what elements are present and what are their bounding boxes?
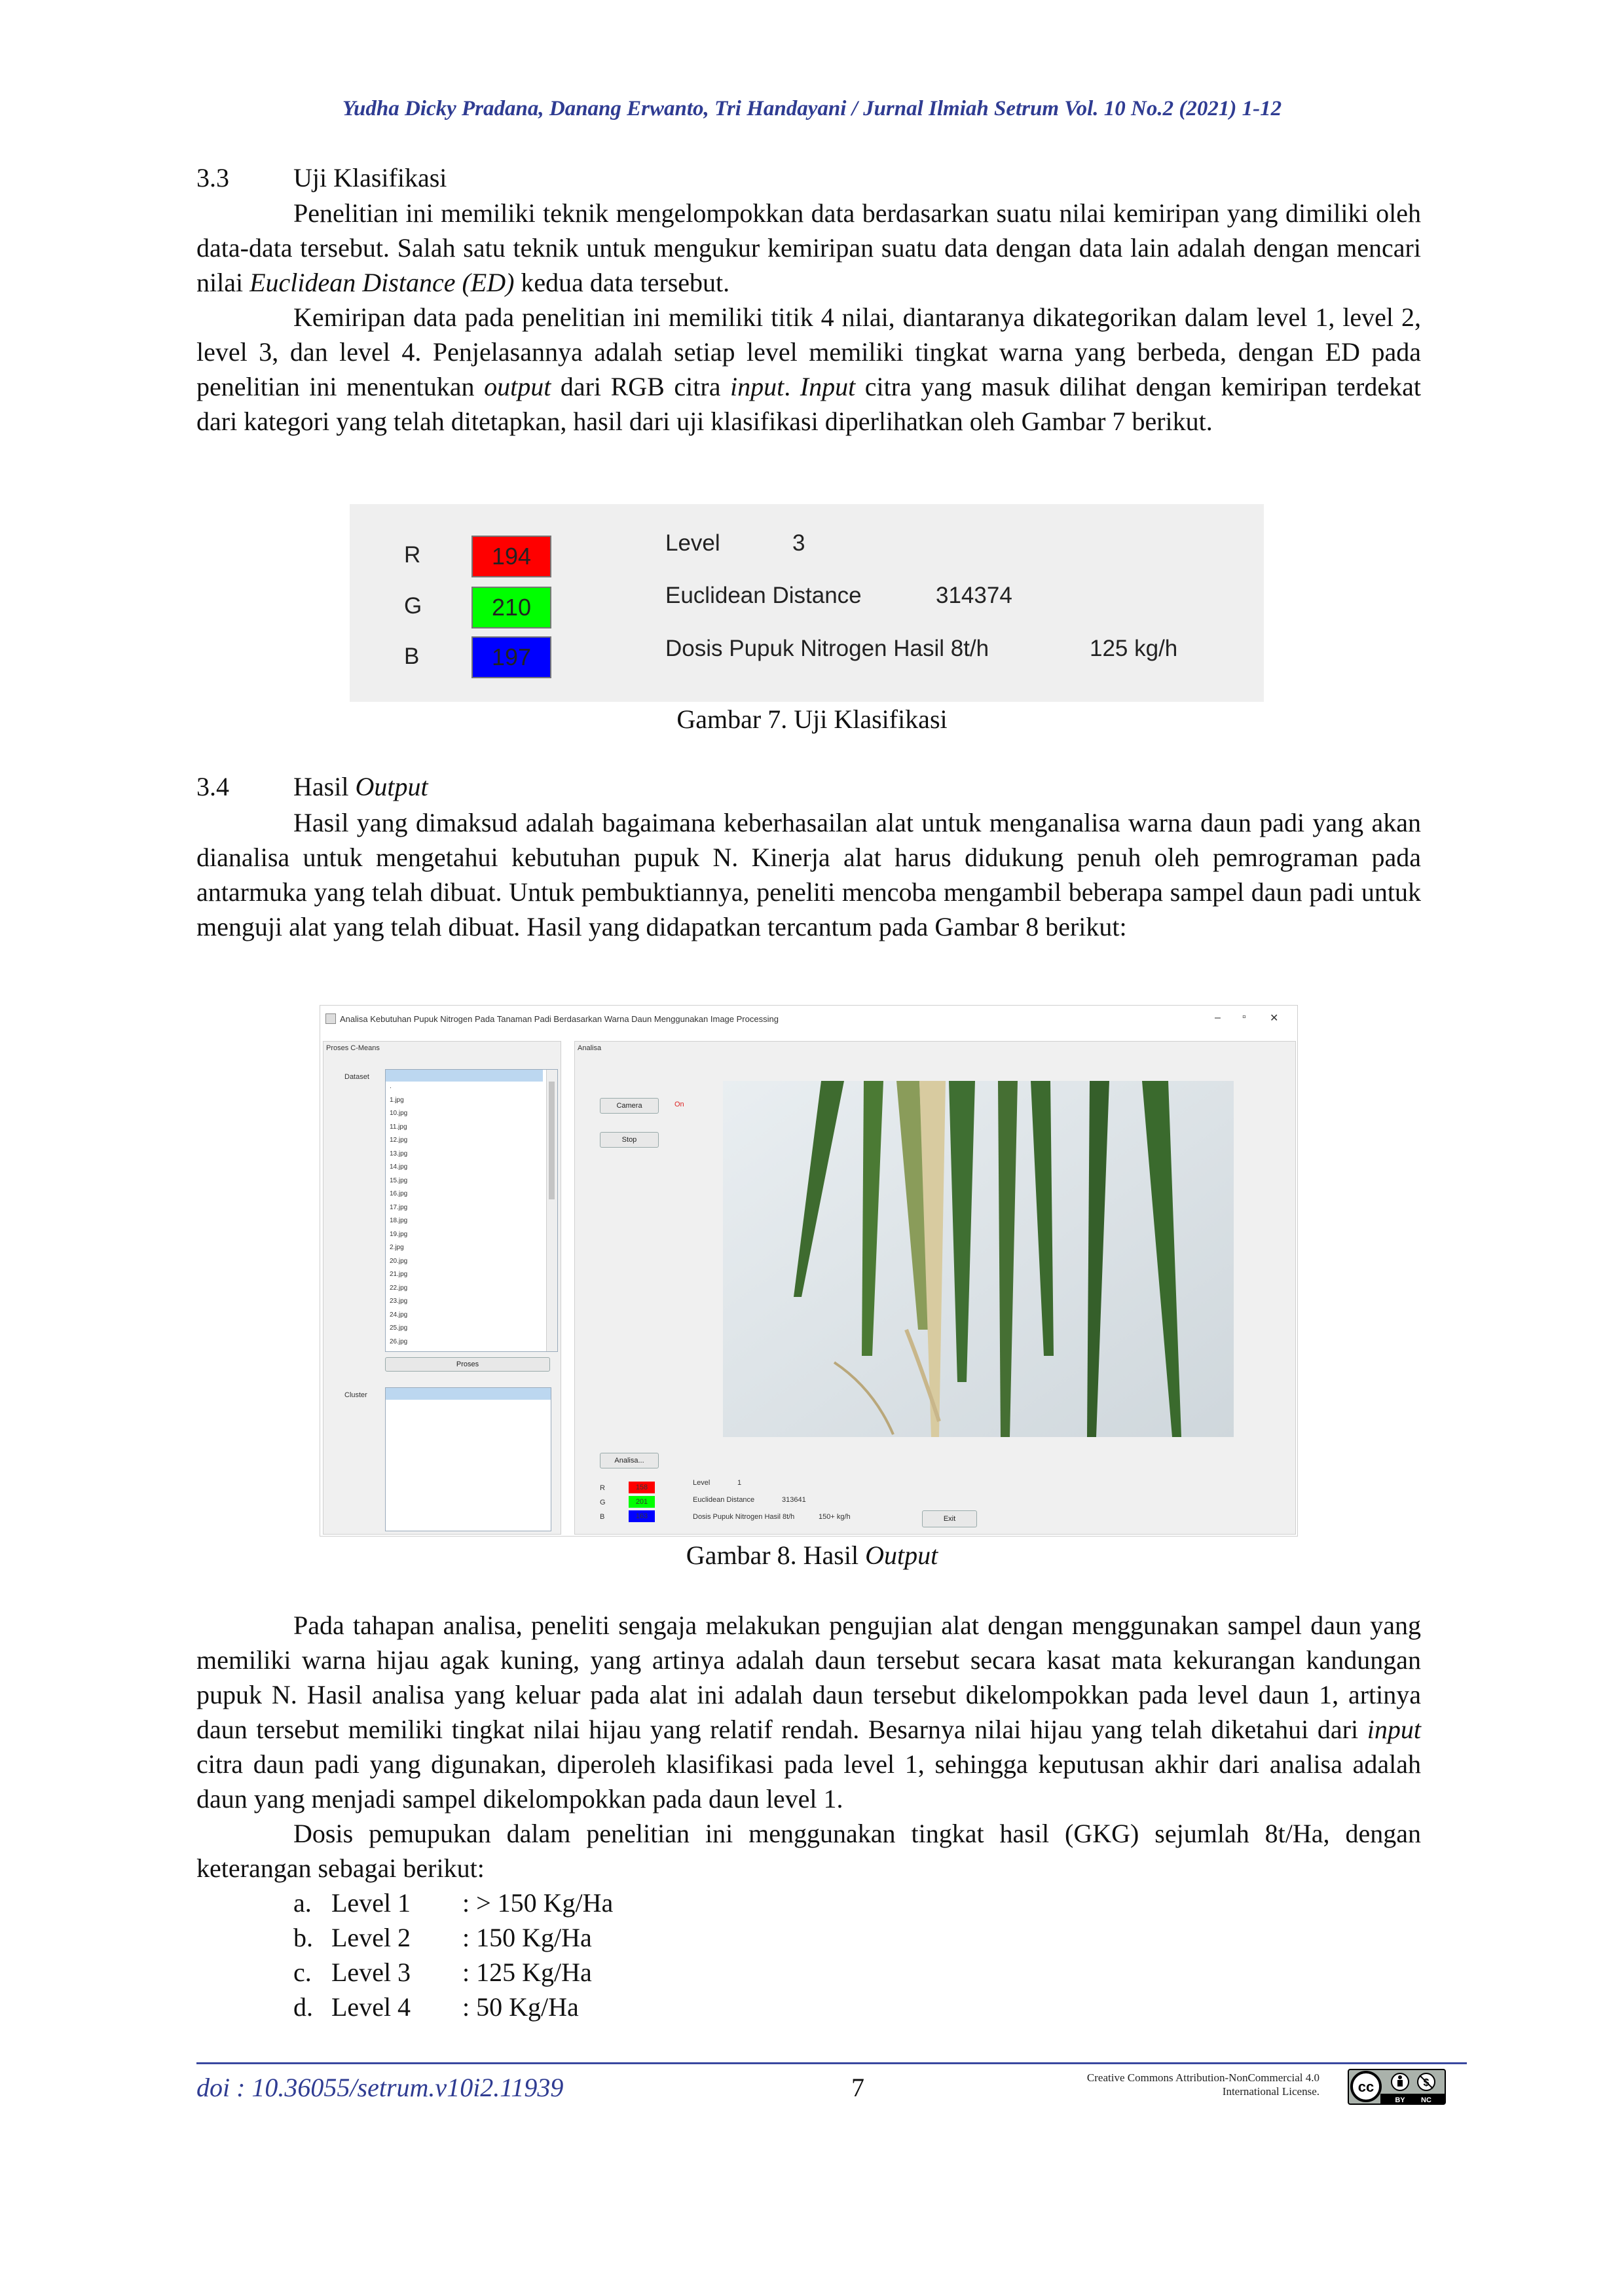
- text-run: Penelitian ini memiliki teknik mengelompokkan data berdasarkan suatu nilai kemiripan yang dimiliki oleh data-data tersebut. Salah satu teknik untuk mengukur kemiripan suatu data dengan data lain adalah dengan mencari nilai: [196, 198, 1421, 297]
- b-label: B: [404, 644, 420, 669]
- window-title: Analisa Kebutuhan Pupuk Nitrogen Pada Tanaman Padi Berdasarkan Warna Daun Menggunakan Image Processing: [340, 1014, 779, 1024]
- level-label: Level: [693, 1479, 710, 1487]
- dataset-item[interactable]: 24.jpg: [390, 1311, 408, 1319]
- g-value-box: 210: [471, 587, 551, 629]
- text-run: Pada tahapan analisa, peneliti sengaja melakukan pengujian alat dengan menggunakan sampel daun yang memiliki warna hijau agak kuning, yang artinya adalah daun tersebut secara kasat mata kekurangan kandungan pupuk N. Hasil analisa yang keluar pada alat ini adalah daun tersebut dikelompokkan pada level daun 1, artinya daun tersebut memiliki tingkat nilai hijau yang relatif rendah. Besarnya nilai hijau yang telah diketahui dari: [196, 1611, 1421, 1744]
- dataset-item[interactable]: 14.jpg: [390, 1163, 408, 1171]
- list-marker: c.: [293, 1958, 312, 1987]
- list-value: : 125 Kg/Ha: [462, 1958, 592, 1987]
- dataset-item[interactable]: 20.jpg: [390, 1257, 408, 1265]
- text-run: Kemiripan data pada penelitian ini memiliki titik 4 nilai, diantaranya dikategorikan dalam level 1, level 2, level 3, dan level 4. Penjelasannya adalah setiap level memiliki tingkat warna yang berbeda, dengan ED pada penelitian ini menentukan: [196, 302, 1421, 401]
- license-line-1: Creative Commons Attribution-NonCommercial 4.0: [1086, 2071, 1320, 2084]
- dataset-item[interactable]: 21.jpg: [390, 1271, 408, 1278]
- by-text: BY: [1395, 2096, 1405, 2104]
- italic-term: input: [1367, 1715, 1421, 1744]
- dataset-item[interactable]: 23.jpg: [390, 1298, 408, 1305]
- analisa-button[interactable]: Analisa...: [600, 1453, 659, 1468]
- dose-list-item: [196, 1990, 1421, 2024]
- svg-text:$: $: [1423, 2077, 1430, 2088]
- level-value: 1: [737, 1479, 742, 1487]
- camera-button[interactable]: Camera: [600, 1098, 659, 1114]
- dataset-item[interactable]: 19.jpg: [390, 1230, 408, 1238]
- dataset-item[interactable]: 10.jpg: [390, 1110, 408, 1117]
- b-label: B: [600, 1513, 605, 1521]
- proses-c-means-panel: [323, 1041, 561, 1535]
- dosis-value: 125 kg/h: [1090, 636, 1178, 661]
- cc-text: cc: [1357, 2079, 1375, 2095]
- section-3-3-body: [196, 196, 1421, 439]
- license-line-2: International License.: [1222, 2085, 1320, 2098]
- dataset-item[interactable]: 15.jpg: [390, 1176, 408, 1184]
- paragraph: Dosis pemupukan dalam penelitian ini menggunakan tingkat hasil (GKG) sejumlah 8t/Ha, dengan keterangan sebagai berikut:: [196, 1819, 1421, 1883]
- section-title: Hasil: [293, 772, 356, 801]
- scrollbar-thumb[interactable]: [549, 1082, 555, 1199]
- dose-list-item: [196, 1955, 1421, 1990]
- paragraph: [196, 196, 1421, 300]
- panel-title: Proses C-Means: [326, 1044, 380, 1052]
- g-label: G: [404, 593, 422, 619]
- analisa-panel: [574, 1041, 1296, 1535]
- dosis-label: Dosis Pupuk Nitrogen Hasil 8t/h: [665, 636, 989, 661]
- section-3-4-heading: [196, 771, 428, 802]
- text-run: kedua data tersebut.: [514, 268, 730, 297]
- dosis-value: 150+ kg/h: [819, 1513, 851, 1521]
- cc-badge-icon: [1348, 2069, 1446, 2105]
- paragraph: [196, 1608, 1421, 1816]
- text-run: citra daun padi yang digunakan, diperoleh klasifikasi pada level 1, sehingga keputusan akhir dari analisa adalah daun yang menjadi sampel dikelompokkan pada daun level 1.: [196, 1749, 1421, 1813]
- section-title-italic: Output: [355, 772, 428, 801]
- ed-label: Euclidean Distance: [693, 1496, 755, 1504]
- dataset-selected-row[interactable]: [386, 1070, 543, 1082]
- camera-preview-image: [723, 1081, 1234, 1437]
- dataset-item[interactable]: .: [390, 1083, 392, 1090]
- list-level: Level 3: [331, 1958, 411, 1987]
- maximize-icon[interactable]: ▫: [1242, 1011, 1246, 1023]
- level-value: 3: [792, 530, 805, 556]
- discussion-body: [196, 1608, 1421, 2024]
- list-marker: a.: [293, 1888, 312, 1918]
- window-title-bar: [320, 1006, 1297, 1034]
- dataset-item[interactable]: 11.jpg: [390, 1123, 407, 1131]
- r-value-box: 158: [629, 1482, 655, 1493]
- running-header: Yudha Dicky Pradana, Danang Erwanto, Tri Handayani / Jurnal Ilmiah Setrum Vol. 10 No.2 (2021) 1-12: [342, 97, 1282, 120]
- nc-text: NC: [1421, 2096, 1431, 2104]
- page-number: 7: [851, 2073, 864, 2102]
- b-value-box: 197: [471, 636, 551, 678]
- figure-8-caption: [0, 1540, 1624, 1571]
- section-number: 3.4: [196, 772, 229, 801]
- r-value-box: 194: [471, 536, 551, 577]
- list-value: : 150 Kg/Ha: [462, 1923, 592, 1952]
- dataset-listbox[interactable]: [385, 1069, 558, 1352]
- dataset-item[interactable]: 2.jpg: [390, 1244, 404, 1251]
- italic-term: Input: [800, 372, 856, 401]
- figure-8-application-window: [320, 1005, 1298, 1537]
- dataset-item[interactable]: 13.jpg: [390, 1150, 408, 1157]
- italic-term: Euclidean Distance (ED): [249, 268, 515, 297]
- ed-value: 314374: [936, 583, 1012, 608]
- footer-rule: [196, 2062, 1467, 2064]
- dataset-item[interactable]: 25.jpg: [390, 1324, 408, 1332]
- g-label: G: [600, 1499, 606, 1506]
- r-label: R: [600, 1484, 605, 1492]
- cc-by-nc-badge: [1348, 2069, 1446, 2105]
- panel-title: Analisa: [578, 1044, 602, 1052]
- app-icon: [325, 1013, 336, 1024]
- exit-button[interactable]: Exit: [922, 1510, 977, 1527]
- section-number: 3.3: [196, 163, 229, 192]
- text-run: .: [784, 372, 800, 401]
- caption-italic: Output: [865, 1540, 938, 1570]
- camera-status: On: [674, 1101, 684, 1108]
- figure-7-classification-panel: [350, 504, 1264, 702]
- list-level: Level 1: [331, 1888, 411, 1918]
- proses-button[interactable]: Proses: [385, 1357, 550, 1372]
- list-value: : 50 Kg/Ha: [462, 1992, 579, 2022]
- cluster-listbox[interactable]: [385, 1387, 551, 1531]
- list-level: Level 4: [331, 1992, 411, 2022]
- dataset-item[interactable]: 26.jpg: [390, 1338, 408, 1345]
- italic-term: input: [730, 372, 784, 401]
- minimize-icon[interactable]: –: [1215, 1012, 1221, 1023]
- doi: doi : 10.36055/setrum.v10i2.11939: [196, 2073, 564, 2102]
- ed-value: 313641: [782, 1496, 806, 1504]
- cluster-label: Cluster: [344, 1391, 367, 1399]
- level-label: Level: [665, 530, 720, 556]
- italic-term: output: [484, 372, 551, 401]
- ed-label: Euclidean Distance: [665, 583, 862, 608]
- dataset-item[interactable]: 16.jpg: [390, 1190, 408, 1197]
- list-marker: d.: [293, 1992, 313, 2022]
- dose-list-item: [196, 1920, 1421, 1955]
- figure-7-caption: Gambar 7. Uji Klasifikasi: [676, 704, 948, 734]
- list-marker: b.: [293, 1923, 313, 1952]
- dataset-item[interactable]: 12.jpg: [390, 1137, 408, 1144]
- list-value: : > 150 Kg/Ha: [462, 1888, 614, 1918]
- dosis-label: Dosis Pupuk Nitrogen Hasil 8t/h: [693, 1513, 795, 1521]
- b-value-box: 163: [629, 1510, 655, 1522]
- dose-list-item: [196, 1886, 1421, 1920]
- section-3-4-body: [196, 805, 1421, 944]
- paragraph: [196, 300, 1421, 439]
- list-level: Level 2: [331, 1923, 411, 1952]
- text-run: citra yang masuk dilihat dengan kemiripan terdekat dari kategori yang telah ditetapkan, hasil dari uji klasifikasi diperlihatkan oleh Gambar 7 berikut.: [196, 372, 1422, 436]
- dataset-item[interactable]: 18.jpg: [390, 1217, 408, 1224]
- dose-list: [196, 1886, 1421, 2024]
- dataset-item[interactable]: 1.jpg: [390, 1096, 404, 1104]
- caption-text: Gambar 8. Hasil: [686, 1540, 866, 1570]
- stop-button[interactable]: Stop: [600, 1132, 659, 1148]
- dataset-label: Dataset: [344, 1073, 369, 1081]
- section-3-3-heading: [196, 162, 447, 193]
- r-label: R: [404, 542, 421, 568]
- g-value-box: 201: [629, 1496, 655, 1508]
- close-icon[interactable]: ✕: [1270, 1013, 1279, 1024]
- dataset-item[interactable]: 22.jpg: [390, 1284, 408, 1292]
- section-title: Uji Klasifikasi: [293, 163, 447, 192]
- cluster-selected-row[interactable]: [386, 1388, 551, 1400]
- text-run: dari RGB citra: [551, 372, 730, 401]
- paragraph: Hasil yang dimaksud adalah bagaimana keberhasailan alat untuk menganalisa warna daun padi yang akan dianalisa untuk mengetahui kebutuhan pupuk N. Kinerja alat harus didukung penuh oleh pemrograman pada antarmuka yang telah dibuat. Untuk pembuktiannya, peneliti mencoba mengambil beberapa sampel daun padi untuk menguji alat yang telah dibuat. Hasil yang didapatkan tercantum pada Gambar 8 berikut:: [196, 808, 1421, 941]
- dataset-item[interactable]: 17.jpg: [390, 1203, 408, 1211]
- license-text: [963, 2071, 1320, 2098]
- scrollbar[interactable]: [546, 1070, 557, 1351]
